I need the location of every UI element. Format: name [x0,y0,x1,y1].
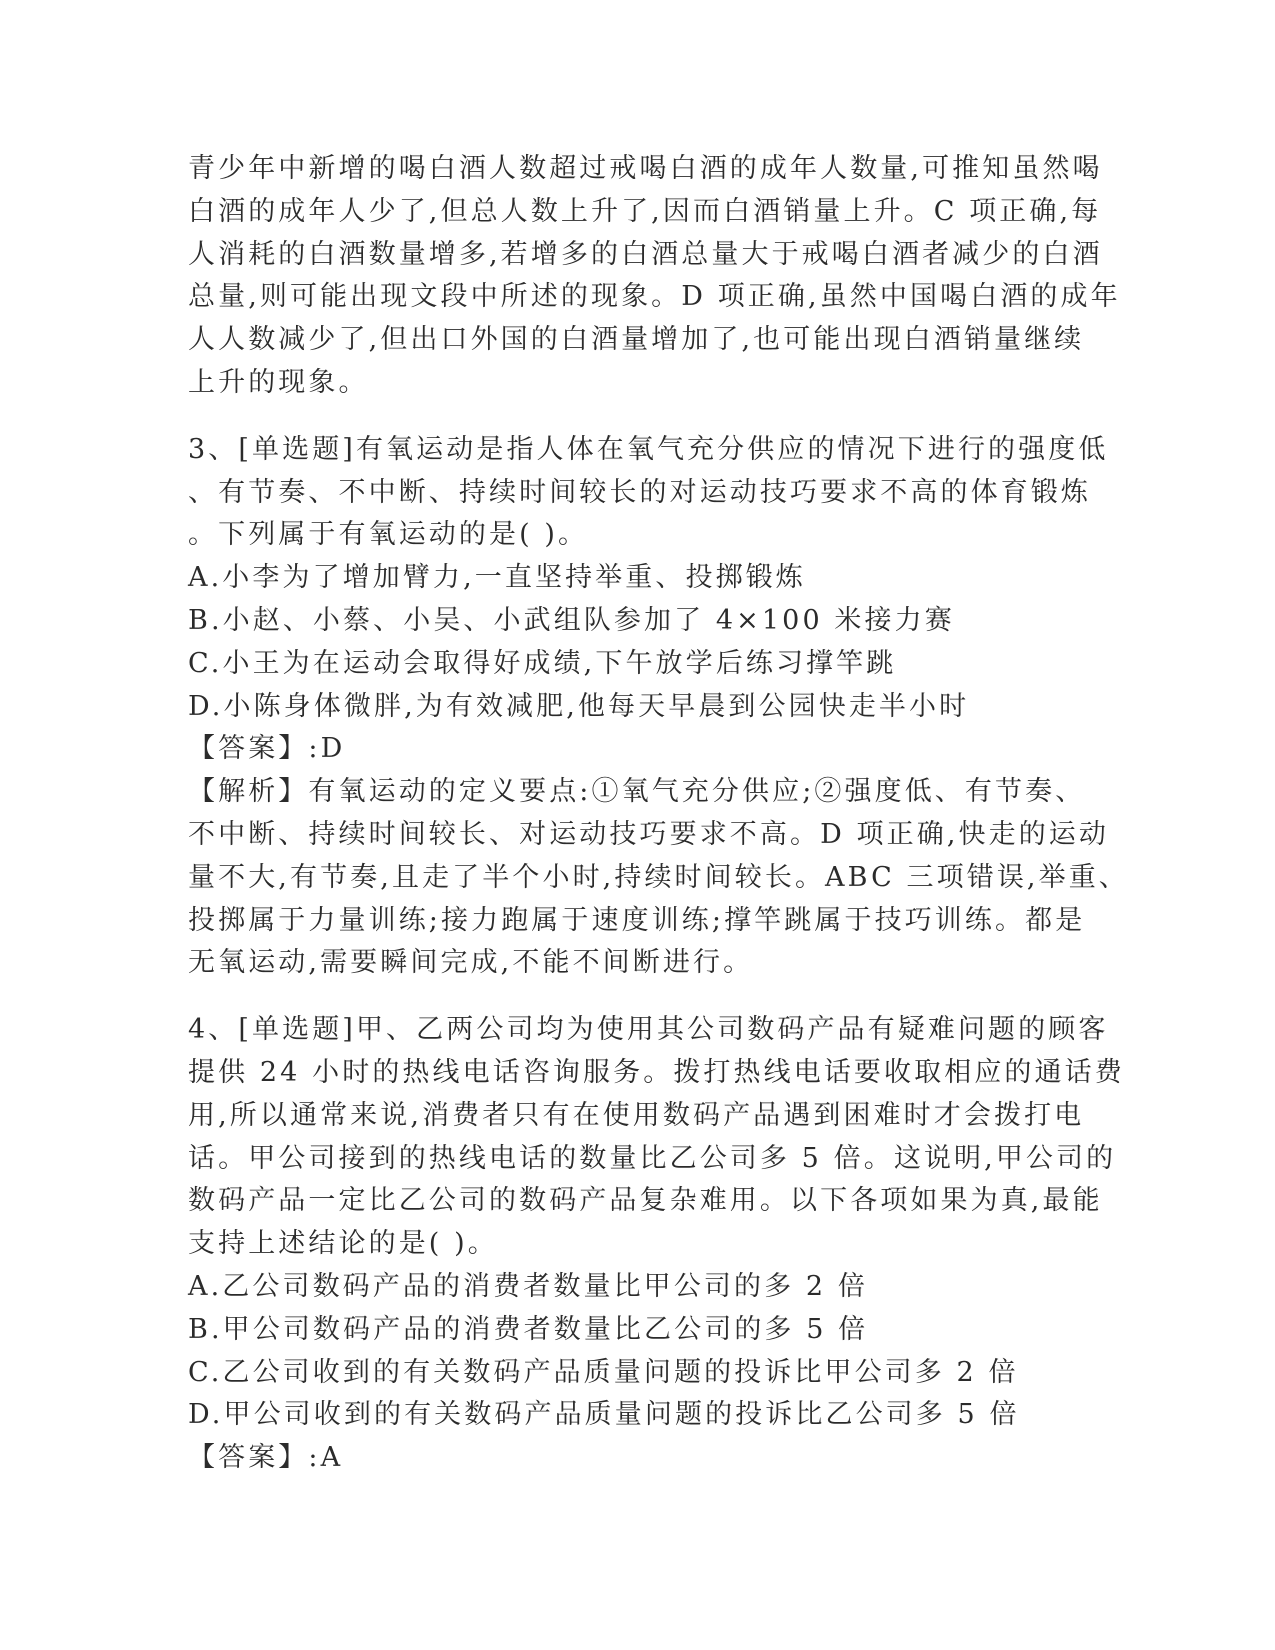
option-d: D.甲公司收到的有关数码产品质量问题的投诉比乙公司多 5 倍 [188,1399,1020,1431]
question-4 [188,1009,1125,1480]
stem-line: 。下列属于有氧运动的是( )。 [188,519,589,551]
stem-line: 4、[单选题]甲、乙两公司均为使用其公司数码产品有疑难问题的顾客 [188,1014,1109,1046]
stem-line: 支持上述结论的是( )。 [188,1228,498,1260]
question-3-analysis [188,771,1129,985]
question-4-options [188,1266,1088,1437]
analysis-line: 投掷属于力量训练;接力跑属于速度训练;撑竿跳属于技巧训练。都是 [188,904,1086,936]
analysis-line: 不中断、持续时间较长、对运动技巧要求不高。D 项正确,快走的运动 [188,818,1110,850]
paragraph-gap [188,405,1088,429]
text-line: 上升的现象。 [188,366,369,398]
stem-line: 3、[单选题]有氧运动是指人体在氧气充分供应的情况下进行的强度低 [188,433,1109,465]
page-content [188,148,1129,1480]
text-line: 人消耗的白酒数量增多,若增多的白酒总量大于戒喝白酒者减少的白酒 [188,238,1103,270]
analysis-line: 【解析】有氧运动的定义要点:①氧气充分供应;②强度低、有节奏、 [188,776,1086,808]
analysis-line: 无氧运动,需要瞬间完成,不能不间断进行。 [188,947,754,979]
stem-line: 提供 24 小时的热线电话咨询服务。拨打热线电话要收取相应的通话费 [188,1056,1125,1088]
text-line: 白酒的成年人少了,但总人数上升了,因而白酒销量上升。C 项正确,每 [188,195,1102,227]
question-4-answer: 【答案】:A [188,1442,344,1474]
paragraph-gap [188,985,1088,1009]
question-3-options [188,557,1088,728]
stem-line: 话。甲公司接到的热线电话的数量比乙公司多 5 倍。这说明,甲公司的 [188,1142,1117,1174]
analysis-line: 量不大,有节奏,且走了半个小时,持续时间较长。ABC 三项错误,举重、 [188,861,1129,893]
option-b: B.甲公司数码产品的消费者数量比乙公司的多 5 倍 [188,1313,869,1345]
option-a: A.小李为了增加臂力,一直坚持举重、投掷锻炼 [188,562,806,594]
option-c: C.乙公司收到的有关数码产品质量问题的投诉比甲公司多 2 倍 [188,1356,1019,1388]
stem-line: 数码产品一定比乙公司的数码产品复杂难用。以下各项如果为真,最能 [188,1185,1103,1217]
text-line: 青少年中新增的喝白酒人数超过戒喝白酒的成年人数量,可推知虽然喝 [188,153,1103,184]
explanation-continued [188,148,1121,405]
option-d: D.小陈身体微胖,为有效减肥,他每天早晨到公园快走半小时 [188,690,970,722]
stem-line: 用,所以通常来说,消费者只有在使用数码产品遇到困难时才会拨打电 [188,1099,1085,1131]
question-4-stem [188,1009,1125,1266]
question-3-stem [188,429,1109,557]
option-c: C.小王为在运动会取得好成绩,下午放学后练习撑竿跳 [188,647,897,679]
question-3-answer: 【答案】:D [188,733,346,765]
text-line: 人人数减少了,但出口外国的白酒量增加了,也可能出现白酒销量继续 [188,324,1085,356]
option-a: A.乙公司数码产品的消费者数量比甲公司的多 2 倍 [188,1270,868,1302]
text-line: 总量,则可能出现文段中所述的现象。D 项正确,虽然中国喝白酒的成年 [188,281,1121,313]
option-b: B.小赵、小蔡、小吴、小武组队参加了 4×100 米接力赛 [188,604,955,636]
stem-line: 、有节奏、不中断、持续时间较长的对运动技巧要求不高的体育锻炼 [188,476,1091,508]
question-3 [188,429,1129,985]
